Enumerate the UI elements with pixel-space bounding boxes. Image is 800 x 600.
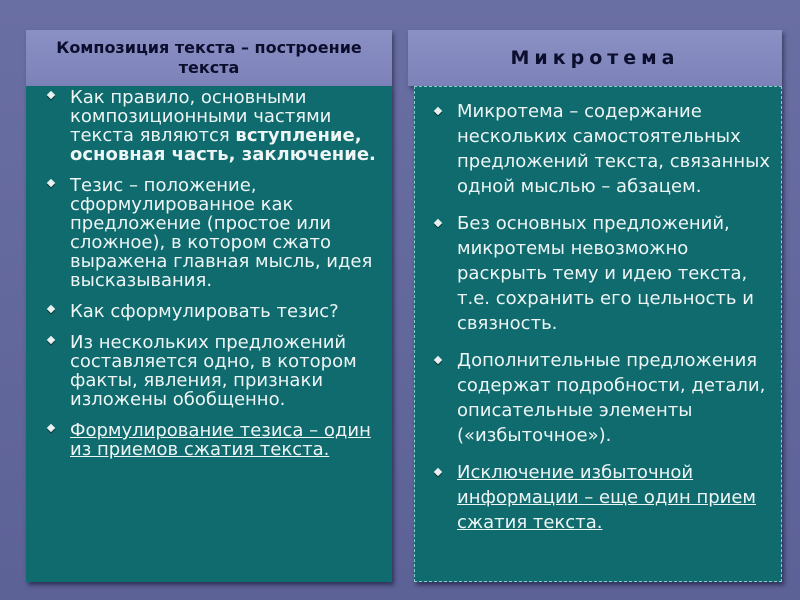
bullet-icon: [47, 91, 55, 99]
left-column-header: [26, 30, 392, 86]
bullet-icon: [434, 468, 442, 476]
item-text: Дополнительные предложения содержат подробности, детали, описательные элементы («избыточное»).: [457, 350, 766, 446]
item-text-bold: вступление, основная часть, заключение.: [70, 125, 376, 165]
bullet-icon: [47, 305, 55, 313]
bullet-icon: [47, 179, 55, 187]
left-header-title: Композиция текста – построение текста: [56, 38, 362, 77]
right-column-header: [408, 30, 782, 86]
bullet-icon: [47, 424, 55, 432]
item-text-underlined: Формулирование тезиса – один из приемов сжатия текста.: [70, 420, 371, 460]
list-item: [70, 333, 384, 409]
list-item: [70, 421, 384, 459]
list-item: [70, 176, 384, 290]
list-item: [457, 348, 775, 448]
left-content-panel: [26, 86, 392, 582]
bullet-icon: [434, 219, 442, 227]
right-content-panel: [414, 86, 782, 582]
list-item: [70, 302, 384, 321]
item-text: Тезис – положение, сформулированное как предложение (простое или сложное), в котором сжато выражена главная мысль, идея высказывания.: [70, 175, 373, 291]
bullet-icon: [434, 356, 442, 364]
list-item: [70, 88, 384, 164]
item-text: Из нескольких предложений составляется одно, в котором факты, явления, признаки изложены обобщенно.: [70, 332, 357, 410]
item-text: Микротема – содержание нескольких самостоятельных предложений текста, связанных одной мыслью – абзацем.: [457, 101, 771, 197]
list-item: [457, 211, 775, 336]
item-text: Как правило, основными композиционными частями текста являются: [70, 87, 332, 146]
item-text-underlined: Исключение избыточной информации – еще один прием сжатия текста.: [457, 462, 757, 533]
bullet-icon: [434, 107, 442, 115]
bullet-icon: [47, 336, 55, 344]
list-item: [457, 460, 775, 535]
list-item: [457, 99, 775, 199]
item-text: Как сформулировать тезис?: [70, 301, 339, 322]
item-text: Без основных предложений, микротемы невозможно раскрыть тему и идею текста, т.е. сохранить его цельность и связность.: [457, 213, 754, 334]
right-header-title: Микротема: [510, 47, 680, 69]
